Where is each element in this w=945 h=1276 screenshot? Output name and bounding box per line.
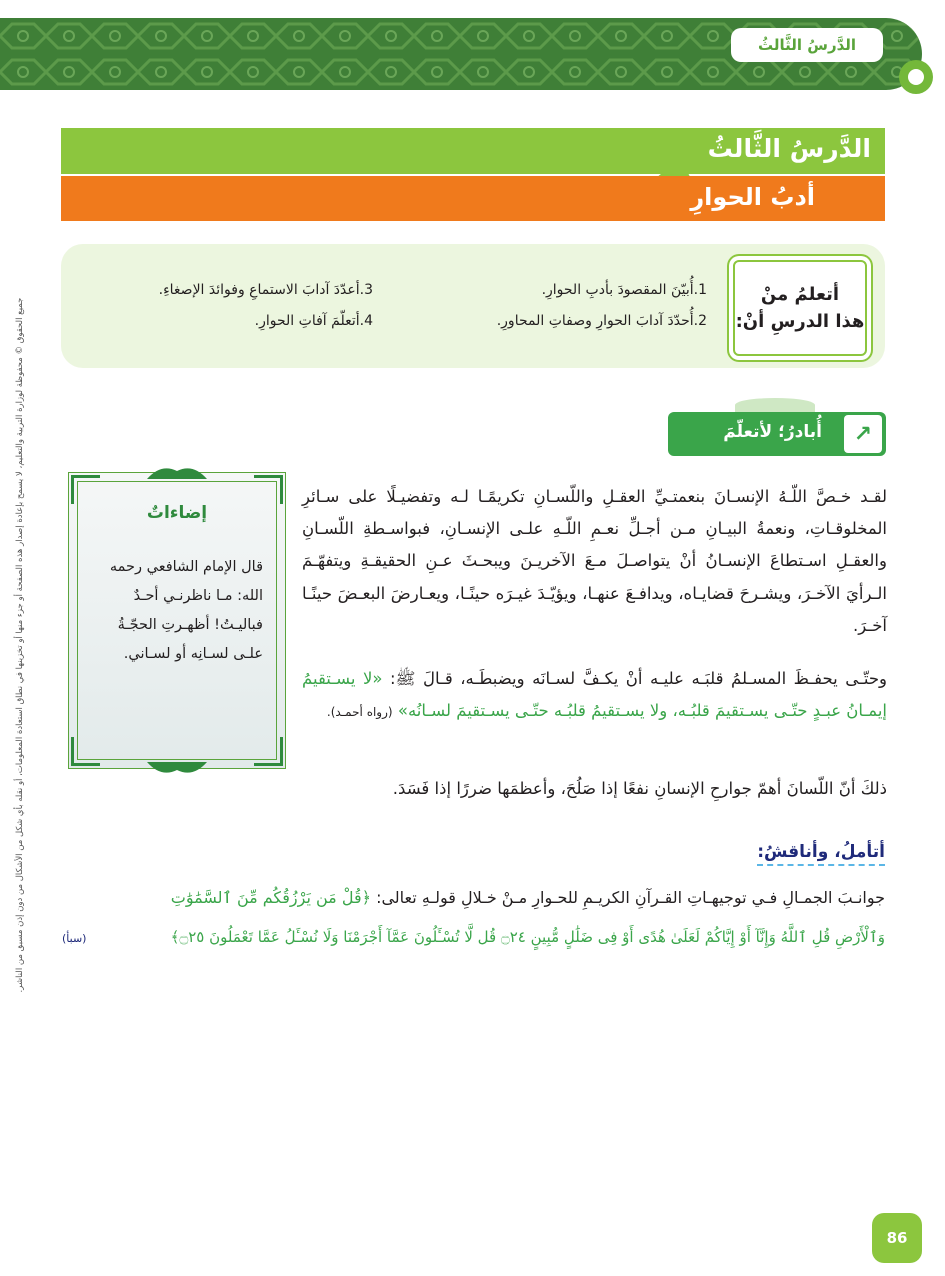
illuminations-box [68,472,286,769]
body-paragraph: ذلكَ أنّ اللّسانَ أهمّ جوارحِ الإنسانِ نفعًا إذا صَلُحَ، وأعظمَها ضررًا إذا فَسَدَ. [392,779,887,798]
verse-part1: ﴿قُلْ مَن يَرْزُقُكُم مِّنَ ٱلسَّمَٰوَٰتِ [170,888,371,907]
objective-item: 2.أُحدّدَ آدابَ الحوارِ وصفاتِ المحاورِ. [496,313,707,329]
objective-item: 1.أُبيّنَ المقصودَ بأدبِ الحوارِ. [541,282,707,298]
page-number: 86 [872,1213,922,1263]
hadith-intro: وحتّـى يحفـظَ المسـلمُ قلبَـه عليـه أنْ يكـفَّ لسـانَه ويضبطَـه، قـالَ ﷺ: [389,669,887,688]
body-paragraph-hadith [302,663,887,728]
section-label [668,412,886,456]
ornament-icon [735,398,815,412]
discuss-intro-text: جوانـبَ الجمـالِ فـي توجيهـاتِ القـرآنِ الكريـمِ للحـوارِ مـنْ خـلالِ قولـهِ تعالى: [376,888,885,907]
ring-ornament [899,60,933,94]
body-paragraph: لقـد خـصَّ اللّـهُ الإنسـانَ بنعمتـيِّ العقـلِ واللّسـانِ تكريمًـا لـه وتفضيـلًا على سـائرِ المخلوقـاتِ، ونعمةُ البيـانِ مـن أجـلِّ نعـمِ اللّـهِ علـى الإنسـانِ، فبواسـطةِ اللّسـانِ والعقـلِ اسـتطاعَ الإنسـانُ أنْ يتواصـلَ مـعَ الآخريـنَ ويبحـثَ عـنِ الحقيقـةِ ويتفهّـمَ الـرأيَ الآخـرَ، ويشـرحَ قضايـاه، ويدافـعَ عنهـا، ويؤيّـدَ غيـرَه حينًـا، ويعـارضَ البعـضَ حينًـا آخـرَ. [302,487,887,635]
illuminations-title: إضاءاتٌ [146,503,208,523]
ornament-icon [145,463,209,481]
hadith-text: «لا يسـتقيمُ إيمـانُ عبـدٍ حتّـى يسـتقيمَ قلبُـه، ولا يسـتقيمُ قلبُـه حتّـى يسـتقيمَ لسـانُه» [302,669,887,721]
ornament-icon [145,760,209,778]
corner-ornament [254,475,283,504]
objectives-heading-line2: هذا الدرسِ أنْ: [735,311,865,332]
discuss-intro [171,888,885,907]
objectives-heading-line1: أتعلمُ منْ [760,284,840,305]
corner-ornament [254,737,283,766]
illuminations-text: قال الإمام الشافعي رحمه الله: مـا ناظرنـي أحـدٌ فباليـتُ! أظهـرتِ الحجّـةُ علـى لسـانِه أو لسـاني. [109,559,263,662]
lesson-subtitle: أدبُ الحوارِ [690,183,815,211]
corner-ornament [71,475,100,504]
corner-ornament [71,737,100,766]
lesson-title: الدَّرسُ الثَّالثُ [707,134,871,163]
objective-item: 3.أعدّدَ آدابَ الاستماعِ وفوائدَ الإصغاءِ. [158,282,373,298]
objectives-box [61,244,885,368]
lesson-subtitle-bar [61,176,885,221]
objective-item: 4.أتعلّمَ آفاتِ الحوارِ. [254,313,373,329]
hadith-source: (رواه أحمـد). [326,705,393,720]
stairs-person-icon: ↗ [844,415,882,453]
section-label-text: أُبادرُ؛ لأتعلّمَ [723,422,822,442]
lesson-tab: الدَّرسُ الثَّالثُ [731,28,883,62]
objectives-heading-frame [733,260,867,356]
lesson-title-bar [61,128,885,174]
discuss-heading: أتأملُ، وأناقشُ: [757,842,885,866]
verse-source: (سبأ) [62,932,87,945]
copyright-notice: جميع الحقوق © محفوظة لوزارة التربية والتعليم، لا يسمح بإعادة إصدار هذه الصفحة أو جزء منها أو تخزينها في نطاق استعادة المعلومات، أو نقله بأي شكل من الأشكال من دون إذن مسبق من الناشر. [15,297,25,993]
verse-part2: وَٱلْأَرْضِ قُلِ ٱللَّهُ وَإِنَّآ أَوْ إِيَّاكُمْ لَعَلَىٰ هُدًى أَوْ فِى ضَلَٰلٍ مُّبِينٍ ۝٢٤ قُل لَّا تُسْـَٔلُونَ عَمَّآ أَجْرَمْنَا وَلَا نُسْـَٔلُ عَمَّا تَعْمَلُونَ ۝٢٥﴾ [170,928,885,946]
